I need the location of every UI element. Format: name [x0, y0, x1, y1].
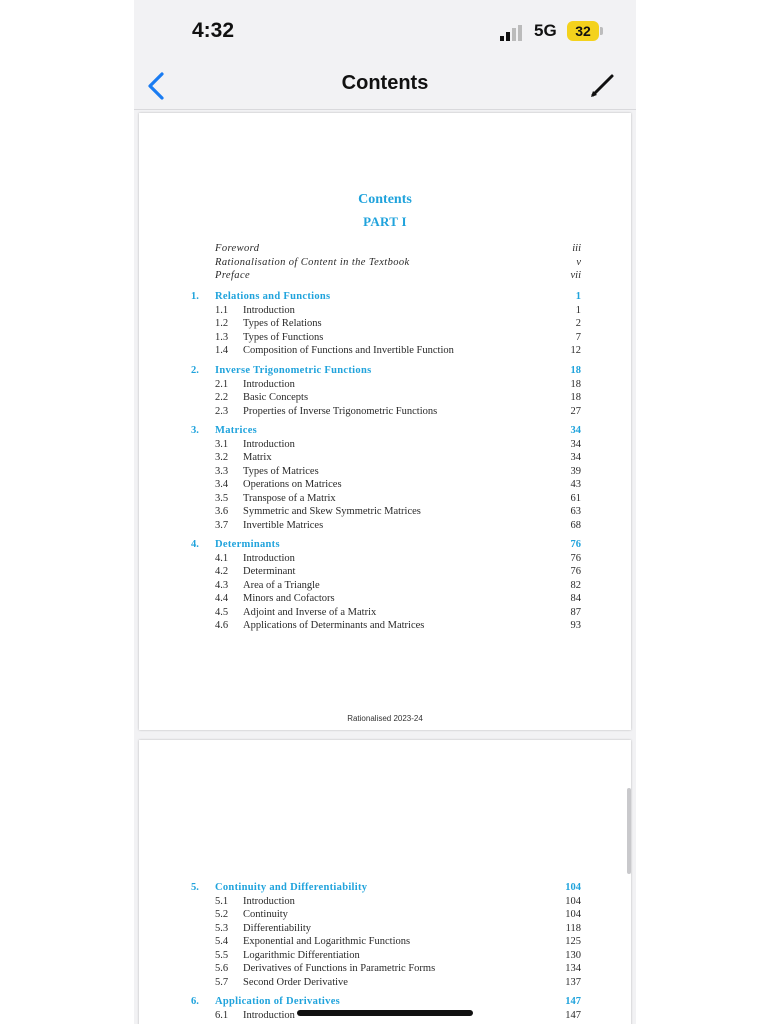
section-page: 76	[570, 566, 581, 577]
part-heading: PART I	[363, 214, 407, 229]
section-number: 2.2	[215, 392, 229, 403]
section-page: 12	[570, 345, 581, 356]
section-title: Types of Relations	[243, 318, 322, 329]
page-footer: Rationalised 2023-24	[347, 714, 423, 723]
chapter-page: 104	[565, 882, 581, 893]
section-page: 68	[570, 519, 581, 531]
section-page: 76	[570, 552, 581, 564]
document-page-2[interactable]	[139, 740, 631, 1024]
section-page: 43	[570, 479, 581, 490]
section-title: Symmetric and Skew Symmetric Matrices	[243, 506, 421, 517]
chapter-page: 34	[570, 425, 581, 436]
section-number: 3.1	[215, 438, 229, 450]
section-number: 2.1	[215, 378, 229, 390]
section-page: 87	[570, 606, 581, 618]
nav-title: Contents	[341, 72, 429, 94]
section-title: Derivatives of Functions in Parametric Forms	[243, 963, 436, 974]
chapter-number: 5.	[191, 882, 199, 893]
section-title: Transpose of a Matrix	[243, 492, 336, 504]
prelim-title: Preface	[215, 270, 251, 281]
section-number: 3.5	[215, 492, 229, 504]
section-title: Operations on Matrices	[243, 479, 342, 490]
chapter-title: Inverse Trigonometric Functions	[215, 365, 372, 376]
section-number: 2.3	[215, 405, 229, 417]
section-title: Introduction	[243, 552, 295, 564]
prelim-page: v	[576, 256, 581, 268]
section-number: 4.5	[215, 606, 229, 618]
section-title: Introduction	[243, 1009, 295, 1021]
scrollbar[interactable]	[627, 788, 631, 874]
battery-icon: 32	[567, 21, 599, 41]
section-number: 3.7	[215, 519, 229, 531]
section-number: 5.5	[215, 949, 229, 961]
prelim-title: Rationalisation of Content in the Textbook	[215, 256, 410, 268]
section-page: 93	[570, 620, 581, 631]
status-bar	[134, 0, 636, 62]
section-title: Invertible Matrices	[243, 519, 324, 531]
section-title: Matrix	[243, 452, 272, 463]
section-page: 34	[570, 438, 581, 450]
section-page: 104	[565, 909, 581, 920]
section-number: 5.2	[215, 909, 229, 920]
section-number: 4.3	[215, 579, 229, 591]
section-page: 147	[565, 1009, 581, 1021]
section-page: 34	[570, 452, 581, 463]
section-number: 3.6	[215, 506, 229, 517]
status-time: 4:32	[192, 19, 235, 42]
section-number: 5.7	[215, 976, 229, 988]
section-title: Second Order Derivative	[243, 976, 348, 988]
section-page: 2	[575, 318, 581, 329]
section-number: 5.1	[215, 895, 229, 907]
section-title: Continuity	[243, 909, 288, 920]
section-number: 4.6	[215, 620, 229, 631]
section-title: Introduction	[243, 304, 295, 316]
section-page: 63	[570, 506, 581, 517]
section-number: 4.1	[215, 552, 229, 564]
section-title: Area of a Triangle	[243, 579, 320, 591]
section-page: 18	[570, 392, 581, 403]
chapter-page: 1	[575, 291, 581, 302]
home-indicator[interactable]	[297, 1010, 473, 1016]
section-page: 130	[565, 949, 581, 961]
section-number: 3.4	[215, 479, 229, 490]
section-number: 5.4	[215, 936, 229, 947]
section-title: Adjoint and Inverse of a Matrix	[243, 606, 377, 618]
battery-cap	[600, 27, 603, 35]
navigation-bar	[134, 62, 636, 110]
section-page: 27	[570, 405, 581, 417]
chapter-title: Matrices	[215, 425, 258, 436]
chapter-number: 1.	[191, 291, 199, 302]
signal-icon	[500, 25, 522, 41]
section-title: Differentiability	[243, 922, 312, 934]
section-number: 5.6	[215, 963, 229, 974]
section-title: Introduction	[243, 378, 295, 390]
section-title: Determinant	[243, 566, 296, 577]
prelim-page: iii	[572, 243, 581, 254]
chapter-number: 6.	[191, 996, 199, 1007]
section-number: 4.4	[215, 593, 229, 604]
section-number: 6.1	[215, 1009, 229, 1021]
network-type: 5G	[534, 21, 557, 40]
chapter-page: 147	[565, 996, 581, 1007]
section-title: Basic Concepts	[243, 392, 309, 403]
section-title: Types of Functions	[243, 331, 324, 343]
chapter-title: Relations and Functions	[215, 291, 331, 302]
section-page: 134	[565, 963, 581, 974]
section-page: 39	[570, 465, 581, 477]
chapter-title: Application of Derivatives	[215, 996, 341, 1007]
chapter-title: Determinants	[215, 539, 280, 550]
section-title: Exponential and Logarithmic Functions	[243, 936, 411, 947]
document-page-1[interactable]	[139, 113, 631, 730]
chapter-number: 2.	[191, 365, 199, 376]
chapter-title: Continuity and Differentiability	[215, 882, 368, 893]
section-number: 1.3	[215, 331, 229, 343]
section-title: Types of Matrices	[243, 465, 319, 477]
section-page: 84	[570, 593, 581, 604]
section-title: Introduction	[243, 438, 295, 450]
section-number: 3.3	[215, 465, 229, 477]
prelim-page: vii	[570, 270, 581, 281]
phone-screen	[134, 0, 636, 1024]
section-page: 1	[575, 304, 581, 316]
section-page: 18	[570, 378, 581, 390]
prelim-title: Foreword	[215, 243, 260, 254]
section-title: Logarithmic Differentiation	[243, 949, 360, 961]
section-title: Properties of Inverse Trigonometric Functions	[243, 405, 438, 417]
section-title: Introduction	[243, 895, 295, 907]
section-number: 3.2	[215, 452, 229, 463]
section-number: 1.2	[215, 318, 229, 329]
edit-pencil-icon[interactable]	[588, 70, 618, 100]
section-page: 104	[565, 895, 581, 907]
section-page: 125	[565, 936, 581, 947]
chapter-number: 4.	[191, 539, 199, 550]
section-page: 82	[570, 579, 581, 591]
chapter-number: 3.	[191, 425, 199, 436]
chapter-page: 76	[570, 539, 581, 550]
section-page: 137	[565, 976, 581, 988]
section-page: 61	[570, 492, 581, 504]
section-title: Minors and Cofactors	[243, 593, 335, 604]
section-number: 1.1	[215, 304, 229, 316]
contents-heading: Contents	[358, 192, 412, 207]
section-page: 118	[565, 922, 581, 934]
section-number: 1.4	[215, 345, 229, 356]
section-number: 4.2	[215, 566, 229, 577]
section-title: Applications of Determinants and Matrices	[243, 620, 425, 631]
chapter-page: 18	[570, 365, 581, 376]
section-page: 7	[575, 331, 581, 343]
section-title: Composition of Functions and Invertible Function	[243, 345, 454, 356]
section-number: 5.3	[215, 922, 229, 934]
